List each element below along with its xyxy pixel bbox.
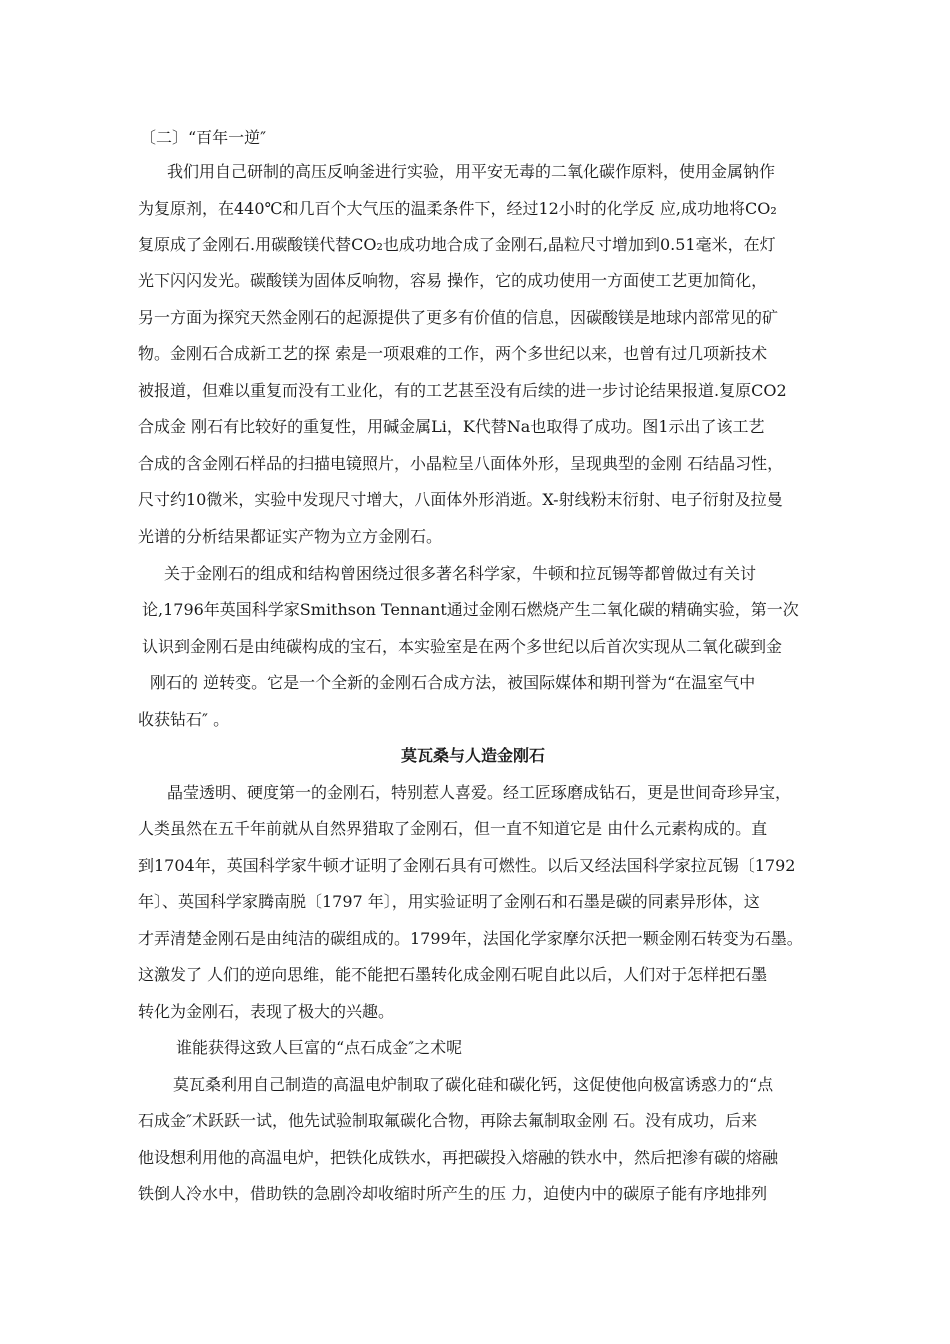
text-line: 关于金刚石的组成和结构曾困绕过很多著名科学家，牛顿和拉瓦锡等都曾做过有关讨 (164, 564, 757, 583)
text-line: 我们用自己研制的高压反响釜进行实验，用平安无毒的二氧化碳作原料，使用金属钠作 (167, 162, 776, 181)
text-line: 合成的含金刚石样品的扫描电镜照片，小晶粒呈八面体外形，呈现典型的金刚 石结晶习性， (138, 454, 784, 473)
text-line: 晶莹透明、硬度第一的金刚石，特别惹人喜爱。经工匠琢磨成钻石，更是世间奇珍异宝， (167, 783, 792, 802)
section-heading: 〔二〕“百年一逆″ (140, 128, 267, 147)
text-line: 尺寸约10微米，实验中发现尺寸增大，八面体外形消逝。X-射线粉末衍射、电子衍射及拉曼 (138, 490, 783, 509)
text-line: 才弄清楚金刚石是由纯洁的碳组成的。1799年，法国化学家摩尔沃把一颗金刚石转变为石墨。 (138, 929, 803, 948)
text-line: 他设想利用他的高温电炉，把铁化成铁水，再把碳投入熔融的铁水中，然后把渗有碳的熔融 (138, 1148, 779, 1167)
text-line: 论,1796年英国科学家Smithson Tennant通过金刚石燃烧产生二氧化碳的精确实验，第一次 (142, 600, 799, 619)
text-line: 复原成了金刚石.用碳酸镁代替CO₂也成功地合成了金刚石,晶粒尺寸增加到0.51毫米，在灯 (138, 235, 776, 254)
text-line: 到1704年，英国科学家牛顿才证明了金刚石具有可燃性。以后又经法国科学家拉瓦锡〔1792 (138, 856, 796, 875)
text-line: 刚石的 逆转变。它是一个全新的金刚石合成方法，被国际媒体和期刊誉为“在温室气中 (150, 673, 756, 692)
text-line: 铁倒人冷水中，借助铁的急剧冷却收缩时所产生的压 力，迫使内中的碳原子能有序地排列 (138, 1184, 768, 1203)
text-line: 另一方面为探究天然金刚石的起源提供了更多有价值的信息，因碳酸镁是地球内部常见的矿 (138, 308, 779, 327)
text-line: 认识到金刚石是由纯碳构成的宝石，本实验室是在两个多世纪以后首次实现从二氧化碳到金 (142, 637, 783, 656)
text-line: 谁能获得这致人巨富的“点石成金″之术呢 (176, 1038, 463, 1057)
article-title: 莫瓦桑与人造金刚石 (401, 746, 546, 765)
text-line: 为复原剂，在440℃和几百个大气压的温柔条件下，经过12小时的化学反 应,成功地将CO₂ (138, 199, 777, 218)
text-line: 被报道，但难以重复而没有工业化，有的工艺甚至没有后续的进一步讨论结果报道.复原CO2 (138, 381, 787, 400)
text-line: 年〕、英国科学家腾南脱〔1797 年〕，用实验证明了金刚石和石墨是碳的同素异形体，这 (138, 892, 760, 911)
text-line: 收获钻石″ 。 (138, 710, 230, 729)
text-line: 莫瓦桑利用自己制造的高温电炉制取了碳化硅和碳化钙，这促使他向极富诱惑力的“点 (173, 1075, 774, 1094)
text-line: 这激发了 人们的逆向思维，能不能把石墨转化成金刚石呢自此以后，人们对于怎样把石墨 (138, 965, 768, 984)
text-line: 光下闪闪发光。碳酸镁为固体反响物，容易 操作，它的成功使用一方面使工艺更加简化， (138, 271, 768, 290)
text-line: 石成金″术跃跃一试，他先试验制取氟碳化合物，再除去氟制取金刚 石。没有成功，后来 (138, 1111, 758, 1130)
text-line: 转化为金刚石，表现了极大的兴趣。 (138, 1002, 395, 1021)
text-line: 人类虽然在五千年前就从自然界猎取了金刚石，但一直不知道它是 由什么元素构成的。直 (138, 819, 768, 838)
text-line: 合成金 刚石有比较好的重复性，用碱金属Li，K代替Na也取得了成功。图1示出了该工艺 (138, 417, 765, 436)
text-line: 物。金刚石合成新工艺的探 索是一项艰难的工作，两个多世纪以来，也曾有过几项新技术 (138, 344, 768, 363)
text-line: 光谱的分析结果都证实产物为立方金刚石。 (138, 527, 443, 546)
